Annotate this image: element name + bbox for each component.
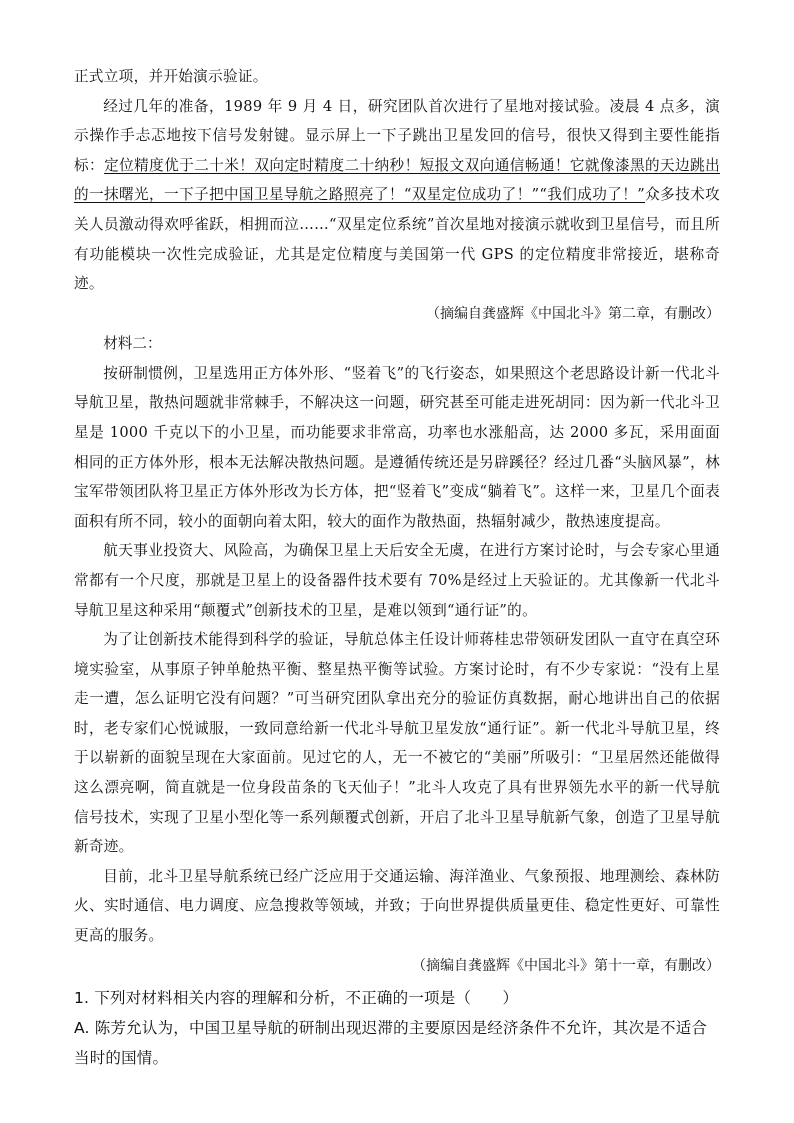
paragraph-2-text-b: 众多技术攻关人员激动得欢呼雀跃，相拥而泣……“双星定位系统”首次星地对接演示就收到卫星信号，而且所有功能模块一次性完成验证，尤其是定位精度与美国第一代 GPS 的定位精度非常接近，堪称奇迹。 bbox=[74, 186, 720, 293]
material-2-label: 材料二： bbox=[103, 334, 162, 352]
paragraph-6: 目前，北斗卫星导航系统已经广泛应用于交通运输、海洋渔业、气象预报、地理测绘、森林防火、实时通信、电力调度、应急搜救等领域，并致；于向世界提供质量更佳、稳定性更好、可靠性更高的服务。 bbox=[74, 867, 720, 945]
source-citation-1: （摘编自龚盛辉《中国北斗》第二章，有删改） bbox=[426, 305, 720, 322]
option-a: A. 陈芳允认为，中国卫星导航的研制出现迟滞的主要原因是经济条件不允许，其次是不适合当时的国情。 bbox=[74, 1018, 708, 1067]
question-1: 1. 下列对材料相关内容的理解和分析，不正确的一项是（ ） bbox=[74, 988, 519, 1007]
paragraph-2 bbox=[74, 92, 720, 299]
paragraph-2-text-a: 经过几年的准备，1989 年 9 月 4 日，研究团队首次进行了星地对接试验。凌晨 4 点多，演示操作手忐忑地按下信号发射键。显示屏上一下子跳出卫星发回的信号，很快又得到主要性能指标： bbox=[74, 97, 720, 174]
paragraph-3: 按研制惯例，卫星选用正方体外形、“竖着飞”的飞行姿态，如果照这个老思路设计新一代北斗导航卫星，散热问题就非常棘手，不解决这一问题，研究甚至可能走进死胡同：因为新一代北斗卫星是 1000 千克以下的小卫星，而功能要求非常高，功率也水涨船高，达 2000 多瓦，采用面面相同的正方体外形，根本无法解决散热问题。是遵循传统还是另辟蹊径？经过几番“头脑风暴”，林宝军带领团队将卫星正方体外形改为长方体，把“竖着飞”变成“躺着飞”。这样一来，卫星几个面表面积有所不同，较小的面朝向着太阳，较大的面作为散热面，热辐射减少，散热速度提高。 bbox=[74, 364, 720, 530]
document-body bbox=[74, 62, 720, 1073]
paragraph-4: 航天事业投资大、风险高，为确保卫星上天后安全无虞，在进行方案讨论时，与会专家心里通常都有一个尺度，那就是卫星上的设备器件技术要有 70%是经过上天验证的。尤其像新一代北斗导航卫星这种采用“颠覆式”创新技术的卫星，是难以领到“通行证”的。 bbox=[74, 542, 720, 619]
source-citation-2: （摘编自龚盛辉《中国北斗》第十一章，有删改） bbox=[412, 957, 720, 974]
paragraph-2-underlined: 定位精度优于二十米！双向定时精度二十纳秒！短报文双向通信畅通！它就像漆黑的天边跳出的一抹曙光，一下子把中国卫星导航之路照亮了！“双星定位成功了！”“我们成功了！” bbox=[74, 156, 720, 204]
paragraph-1: 正式立项，并开始演示验证。 bbox=[74, 68, 268, 85]
paragraph-5: 为了让创新技术能得到科学的验证，导航总体主任设计师蒋桂忠带领研发团队一直守在真空环境实验室，从事原子钟单舱热平衡、整星热平衡等试验。方案讨论时，有不少专家说：“没有上星走一遭，怎么证明它没有问题？”可当研究团队拿出充分的验证仿真数据，耐心地讲出自己的依据时，老专家们心悦诚服，一致同意给新一代北斗导航卫星发放“通行证”。新一代北斗导航卫星，终于以崭新的面貌呈现在大家面前。见过它的人，无一不被它的“美丽”所吸引：“卫星居然还能做得这么漂亮啊，简直就是一位身段苗条的飞天仙子！”北斗人攻克了具有世界领先水平的新一代导航信号技术，实现了卫星小型化等一系列颠覆式创新，开启了北斗卫星导航新气象，创造了卫星导航新奇迹。 bbox=[74, 631, 720, 856]
